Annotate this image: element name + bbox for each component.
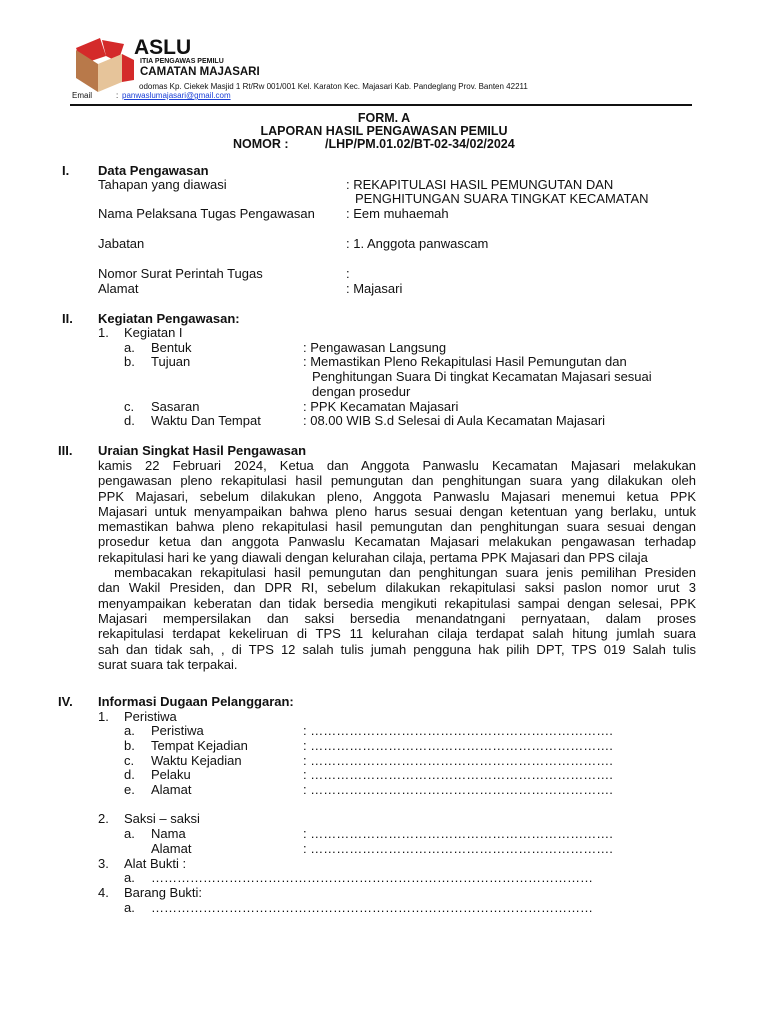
paragraph-line: prosedur ketua dan anggota Panwaslu Kecamatan Majasari melakukan pengawasan terhadap [98,534,696,550]
field-label: Jabatan [98,236,145,251]
email-link[interactable]: panwaslumajasari@gmail.com [122,91,231,100]
section2-number: II. [62,311,73,326]
section4-heading: Informasi Dugaan Pelanggaran: [98,694,294,709]
field-value: PENGHITUNGAN SUARA TINGKAT KECAMATAN [355,191,649,206]
org-name: ASLU [134,36,192,59]
field-label: Alamat [151,782,192,797]
section3-heading: Uraian Singkat Hasil Pengawasan [98,443,307,458]
list-number: 3. [98,856,109,871]
field-value: : REKAPITULASI HASIL PEMUNGUTAN DAN [346,177,614,192]
field-label: Alamat [151,841,192,856]
nomor-label: NOMOR : [233,137,289,151]
paragraph-line: dan Wakil Presiden, dan DPR RI, sebelum dilakukan rekapitulasi saksi paslon nomor urut 3 [98,580,696,596]
blank-field: : ……………………………………………………………. [303,738,613,753]
field-value: : [346,266,350,281]
field-label: Bentuk [151,340,192,355]
list-letter: a. [124,826,135,841]
list-item: Alat Bukti : [124,856,187,871]
paragraph-line: surat suara tak terpakai. [98,656,238,672]
field-label: Nama Pelaksana Tugas Pengawasan [98,206,315,221]
field-value: : 1. Anggota panwascam [346,236,489,251]
blank-field: : ……………………………………………………………. [303,782,613,797]
paragraph-line: membacakan rekapitulasi hasil pemungutan dan penghitungan suara jenis pemilihan Presiden [98,565,696,581]
field-label: Alamat [98,281,139,296]
field-label: Sasaran [151,399,200,414]
list-letter: d. [124,413,135,428]
list-number: 4. [98,885,109,900]
list-letter: a. [124,900,135,915]
list-letter: c. [124,399,135,414]
list-item: Barang Bukti: [124,885,203,900]
field-label: Waktu Dan Tempat [151,413,261,428]
paragraph-line: sah dan tidak sah, , di TPS 12 salah tulis jumah pengguna hak pilih DPT, TPS 019 Salah tulis [98,641,696,657]
paragraph-line: PPK Majasari, sebelum dilakukan pleno, Anggota Panwaslu Majasari menemui ketua PPK [98,488,696,504]
paragraph-line: Majasari untuk menyampaikan bahwa pleno harus sesuai dengan ketentuan yang berlaku, untuk [98,503,696,519]
field-value: : Eem muhaemah [346,206,449,221]
section2-heading: Kegiatan Pengawasan: [98,311,240,326]
field-value: : PPK Kecamatan Majasari [303,399,459,414]
field-value: : 08.00 WIB S.d Selesai di Aula Kecamatan Majasari [303,413,606,428]
list-item: Peristiwa [124,709,177,724]
paragraph-line: rekapitulasi hari ke yang diawali dengan kelurahan cilaja, pertama PPK Majasari dan PPS cilaja [98,549,648,565]
field-label: Tahapan yang diawasi [98,177,227,192]
blank-field: : ……………………………………………………………. [303,826,613,841]
list-number: 1. [98,709,109,724]
list-letter: a. [124,340,135,355]
field-value: : Pengawasan Langsung [303,340,447,355]
field-value: dengan prosedur [312,384,411,399]
paragraph-line: memastikan bahwa pleno rekapitulasi hasil pemungutan dan penghitungan suara sesuai dengan [98,519,696,535]
paragraph-line: menyampaikan keberatan dan tidak bersedia mengikuti rekapitulasi sampai dengan selesai, PPK [98,595,696,611]
section1-heading: Data Pengawasan [98,163,209,178]
field-label: Nama [151,826,186,841]
field-label: Pelaku [151,767,191,782]
blank-field: ………………………………………………………………………………………… [151,900,593,915]
field-label: Peristiwa [151,723,204,738]
summary-paragraph [98,458,696,672]
field-label: Nomor Surat Perintah Tugas [98,266,263,281]
form-title: FORM. A [357,111,411,125]
list-number: 1. [98,325,109,340]
field-value: : Memastikan Pleno Rekapitulasi Hasil Pemungutan dan [303,354,627,369]
field-value: : Majasari [346,281,403,296]
report-title: LAPORAN HASIL PENGAWASAN PEMILU [260,124,508,138]
field-label: Tempat Kejadian [151,738,248,753]
blank-field: : ……………………………………………………………. [303,841,613,856]
section3-number: III. [58,443,73,458]
list-item: Kegiatan I [124,325,183,340]
list-letter: e. [124,782,135,797]
org-address: odomas Kp. Ciekek Masjid 1 Rt/Rw 001/001 Kel. Karaton Kec. Majasari Kab. Pandeglang Prov. Banten 42211 [139,82,528,91]
section4-number: IV. [58,694,73,709]
list-letter: a. [124,723,135,738]
paragraph-line: kamis 22 Februari 2024, Ketua dan Anggota Panwaslu Kecamatan Majasari melakukan [98,458,696,473]
list-letter: a. [124,870,135,885]
paragraph-line: Majasari mempersilakan dan saksi bersedia menandatngani pernyataan, dalam proses [98,610,696,626]
paragraph-line: rekapitulasi terdapat kekeliruan di TPS 11 kelurahan cilaja terdapat salah hitung jumlah suara [98,626,696,642]
list-letter: d. [124,767,135,782]
blank-field: ………………………………………………………………………………………… [151,870,593,885]
header-divider [70,104,692,106]
blank-field: : ……………………………………………………………. [303,753,613,768]
section1-number: I. [62,163,70,178]
org-subtitle: ITIA PENGAWAS PEMILU [140,58,224,65]
list-letter: b. [124,354,135,369]
org-district: CAMATAN MAJASARI [140,66,260,78]
field-label: Tujuan [151,354,191,369]
nomor-value: /LHP/PM.01.02/BT-02-34/02/2024 [325,137,515,151]
field-value: Penghitungan Suara Di tingkat Kecamatan Majasari sesuai [312,369,652,384]
bawaslu-logo [72,34,136,94]
blank-field: : ……………………………………………………………. [303,723,613,738]
email-label: Email [72,91,93,100]
list-letter: c. [124,753,135,768]
paragraph-line: pengawasan pleno rekapitulasi hasil pemungutan dan penghitungan suara yang dilakukan oleh [98,473,696,489]
field-label: Waktu Kejadian [151,753,242,768]
email-prefix: : [116,91,119,100]
blank-field: : ……………………………………………………………. [303,767,613,782]
list-letter: b. [124,738,135,753]
list-number: 2. [98,811,109,826]
list-item: Saksi – saksi [124,811,200,826]
